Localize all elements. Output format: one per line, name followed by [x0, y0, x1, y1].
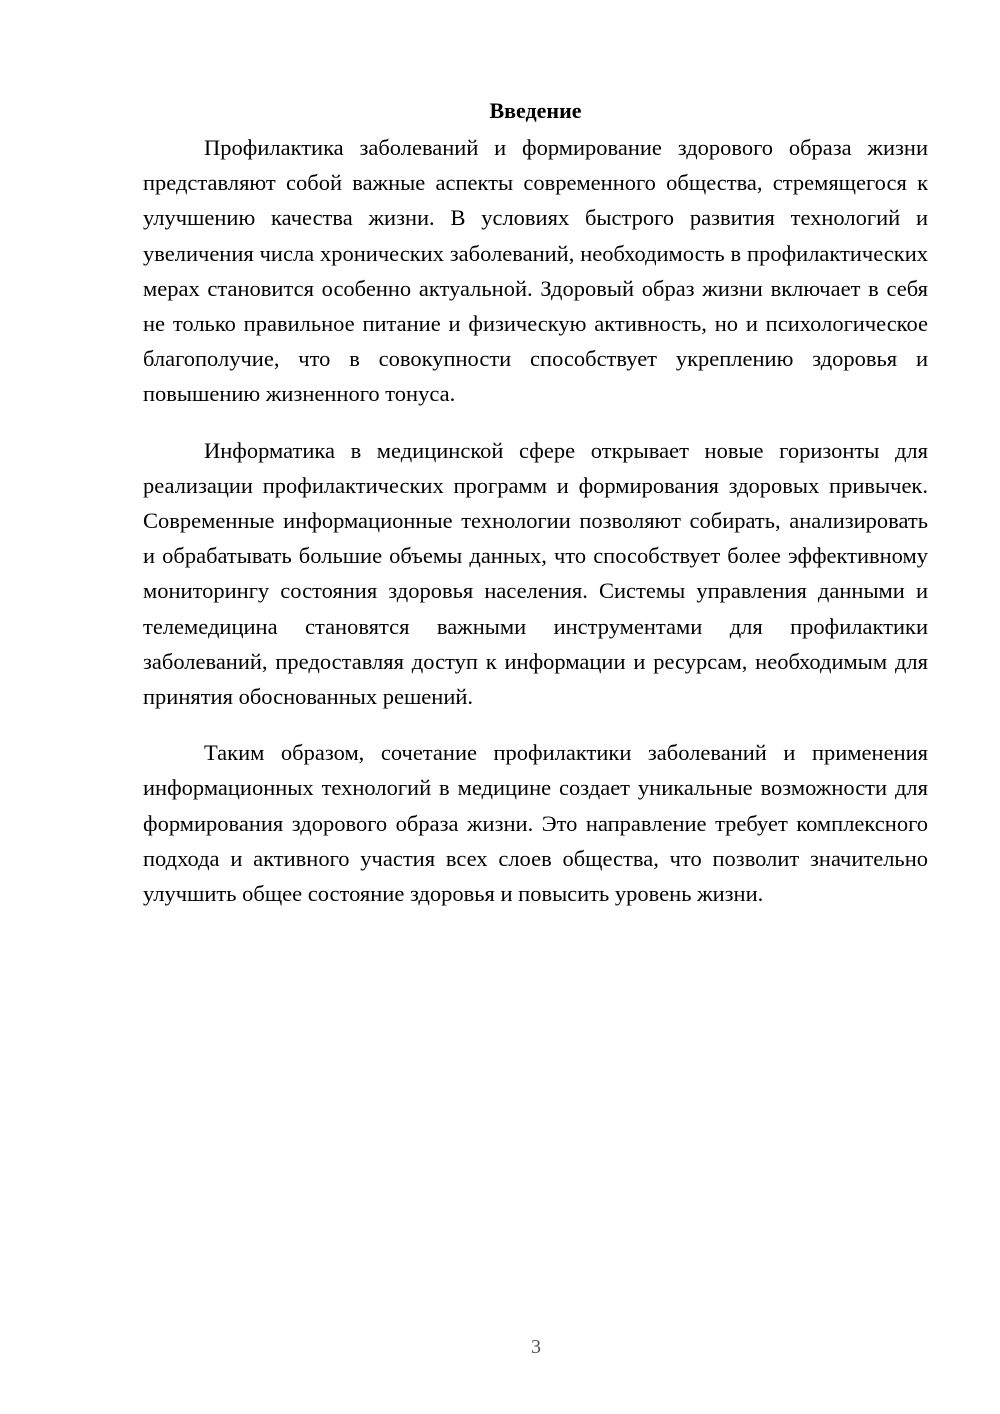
paragraph: Профилактика заболеваний и формирование здорового образа жизни представляют собой важные аспекты современного общества, стремящегося к улучшению качества жизни. В условиях быстрого развития технологий и увеличения числа хронических заболеваний, необходимость в профилактических мерах становится особенно актуальной. Здоровый образ жизни включает в себя не только правильное питание и физическую активность, но и психологическое благополучие, что в совокупности способствует укреплению здоровья и повышению жизненного тонуса.: [143, 135, 928, 407]
paragraph: Таким образом, сочетание профилактики заболеваний и применения информационных технологий в медицине создает уникальные возможности для формирования здорового образа жизни. Это направление требует комплексного подхода и активного участия всех слоев общества, что позволит значительно улучшить общее состояние здоровья и повысить уровень жизни.: [143, 740, 928, 907]
paragraph: Информатика в медицинской сфере открывает новые горизонты для реализации профилактических программ и формирования здоровых привычек. Современные информационные технологии позволяют собирать, анализировать и обрабатывать большие объемы данных, что способствует более эффективному мониторингу состояния здоровья населения. Системы управления данными и телемедицина становятся важными инструментами для профилактики заболеваний, предоставляя доступ к информации и ресурсам, необходимым для принятия обоснованных решений.: [143, 437, 928, 710]
page-content: [143, 96, 928, 932]
section-heading: Введение: [489, 98, 582, 123]
page-number: 3: [531, 1336, 541, 1358]
